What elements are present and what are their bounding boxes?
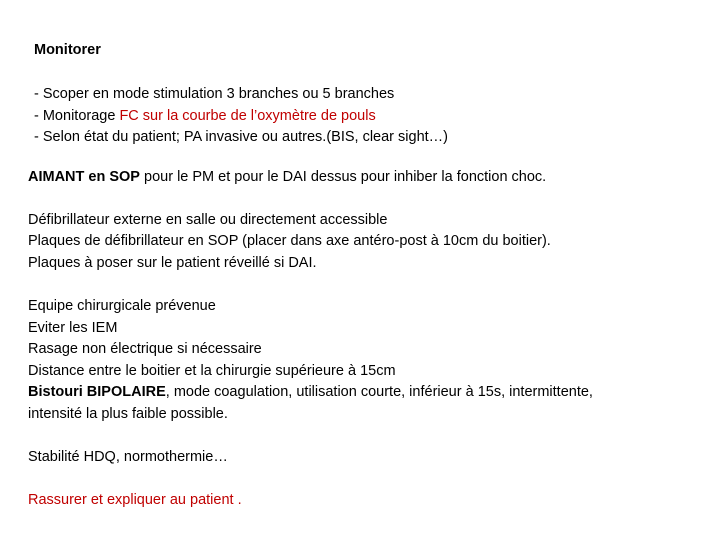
aimant-rest: pour le PM et pour le DAI dessus pour inhiber la fonction choc.: [139, 169, 547, 185]
bistouri-line: [28, 385, 593, 400]
stability-line: Stabilité HDQ, normothermie…: [28, 449, 228, 465]
surgery-line-4: Distance entre le boitier et la chirurgie supérieure à 15cm: [28, 363, 396, 379]
surgery-line-2: Eviter les IEM: [28, 320, 118, 336]
bistouri-continuation: intensité la plus faible possible.: [28, 406, 228, 422]
monitor-item-monitorage: [34, 109, 376, 124]
monitor-item-scoper: - Scoper en mode stimulation 3 branches ou 5 branches: [34, 86, 395, 102]
monitor-item-monitorage-highlight: FC sur la courbe de l’oxymètre de pouls: [119, 108, 376, 124]
bistouri-bold: Bistouri BIPOLAIRE: [28, 384, 166, 400]
monitor-item-selon-etat: - Selon état du patient; PA invasive ou autres.(BIS, clear sight…): [34, 129, 449, 145]
aimant-bold: AIMANT en SOP: [28, 169, 140, 185]
surgery-line-1: Equipe chirurgicale prévenue: [28, 298, 216, 314]
section-heading-monitorer: Monitorer: [34, 42, 101, 58]
aimant-line: [28, 170, 546, 185]
bistouri-rest: , mode coagulation, utilisation courte, inférieur à 15s, intermittente,: [165, 384, 593, 400]
defib-line-3: Plaques à poser sur le patient réveillé si DAI.: [28, 255, 317, 271]
monitor-item-monitorage-prefix: - Monitorage: [34, 108, 120, 124]
reassure-line: Rassurer et expliquer au patient .: [28, 492, 242, 508]
defib-line-2: Plaques de défibrillateur en SOP (placer dans axe antéro-post à 10cm du boitier).: [28, 233, 551, 249]
surgery-line-3: Rasage non électrique si nécessaire: [28, 341, 262, 357]
defib-line-1: Défibrillateur externe en salle ou directement accessible: [28, 212, 388, 228]
